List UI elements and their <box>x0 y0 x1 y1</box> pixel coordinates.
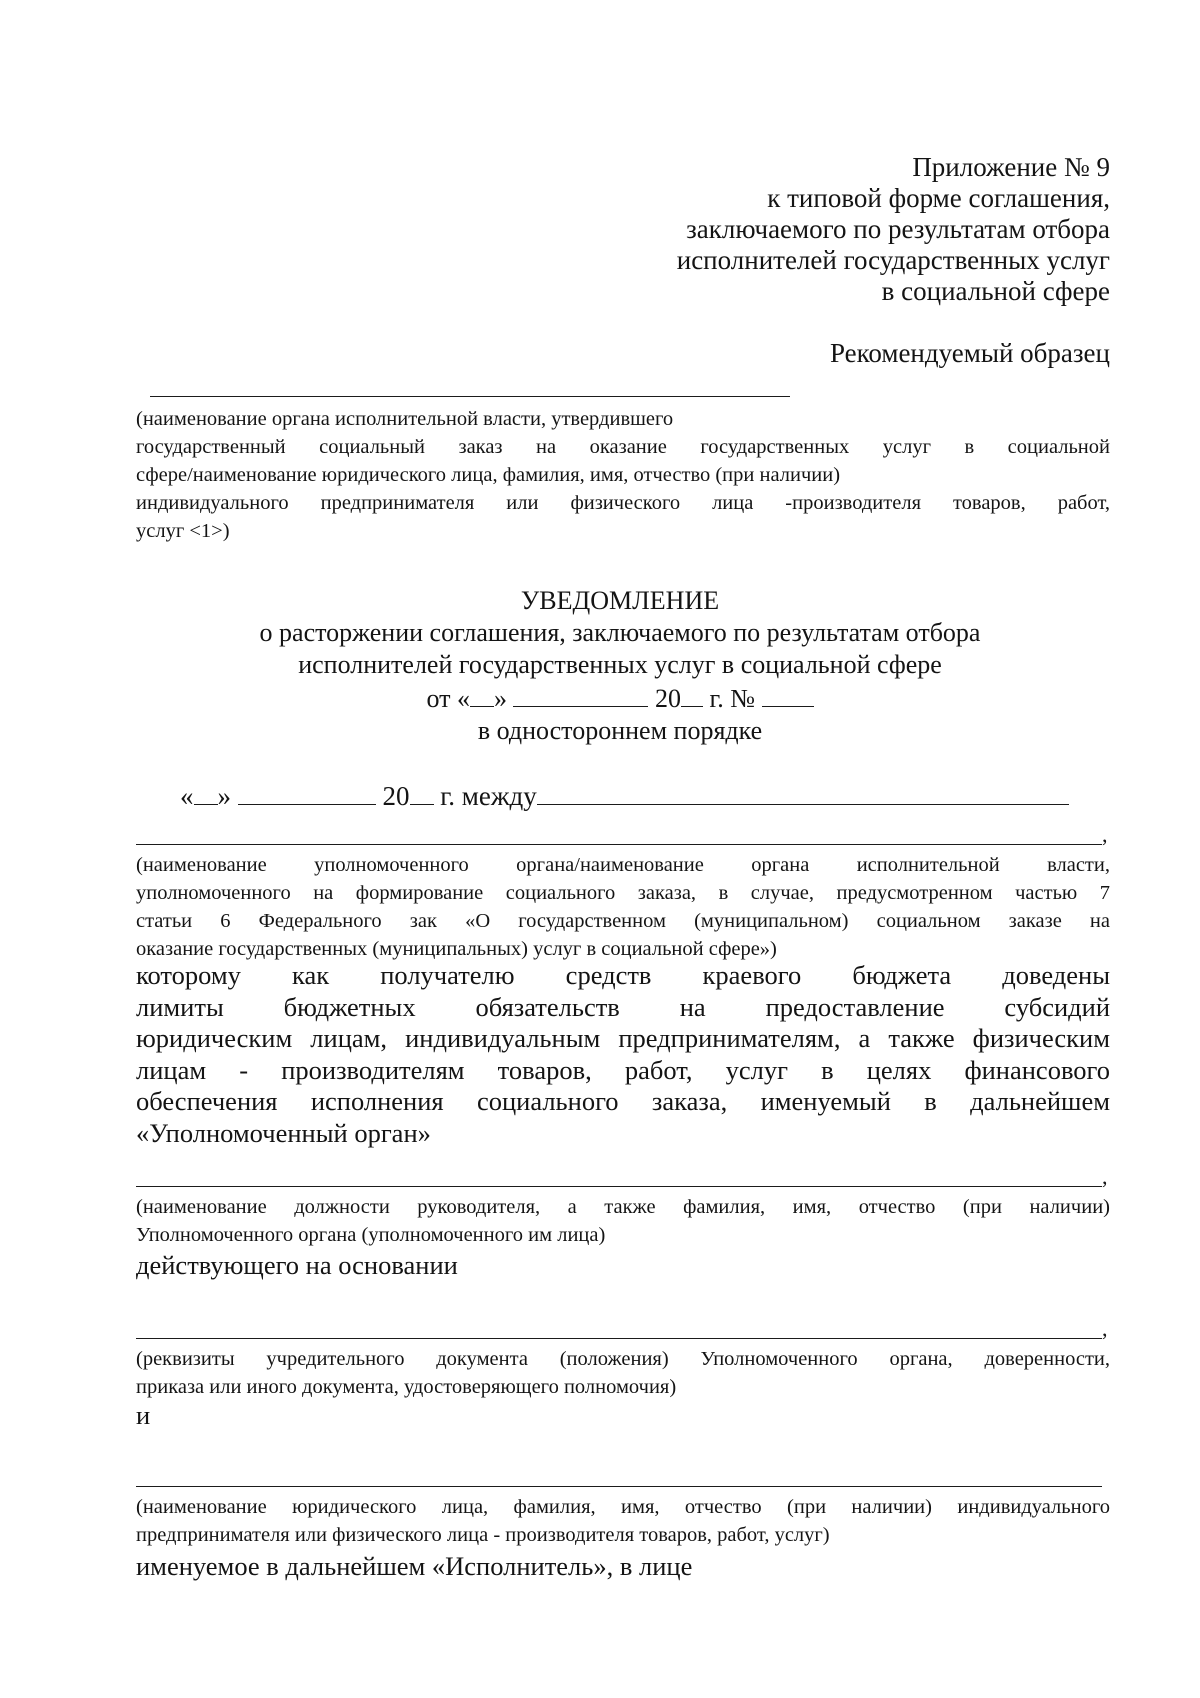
appendix-number: Приложение № 9 <box>912 152 1110 182</box>
authority-blank-line <box>136 844 1102 845</box>
addressee-caption-line: услуг <1>) <box>136 520 230 542</box>
appendix-line-concluded: заключаемого по результатам отбора <box>686 214 1110 244</box>
executor-caption-line: (наименование юридического лица, фамилия, имя, отчество (при наличии) индивидуального <box>136 1496 1110 1518</box>
title-line-executors: исполнителей государственных услуг в социальной сфере <box>298 650 942 679</box>
appendix-line-sphere: в социальной сфере <box>881 276 1110 306</box>
day-blank <box>194 782 218 805</box>
date-between-line <box>180 781 1069 812</box>
close-quote: » <box>217 781 231 811</box>
date-year: 20 <box>654 684 681 713</box>
and-text: и <box>136 1400 151 1430</box>
authority-text-line: которому как получателю средств краевого бюджета доведены <box>136 960 1110 990</box>
year-blank <box>681 684 703 707</box>
head-caption-line: (наименование должности руководителя, а также фамилия, имя, отчество (при наличии) <box>136 1196 1110 1218</box>
head-caption-line: Уполномоченного органа (уполномоченного им лица) <box>136 1224 606 1246</box>
authority-text-line: «Уполномоченный орган» <box>136 1117 431 1148</box>
basis-caption-line: (реквизиты учредительного документа (положения) Уполномоченного органа, доверенности, <box>136 1348 1110 1370</box>
head-comma: , <box>1102 1164 1108 1189</box>
executor-blank-line <box>136 1486 1102 1487</box>
head-blank-line <box>136 1186 1102 1187</box>
title-date-number-line <box>100 684 1140 714</box>
authority-caption-line: уполномоченного на формирование социального заказа, в случае, предусмотренном частью 7 <box>136 882 1110 904</box>
basis-comma: , <box>1102 1316 1108 1341</box>
document-title: УВЕДОМЛЕНИЕ <box>520 586 720 615</box>
basis-caption-line: приказа или иного документа, удостоверяющего полномочия) <box>136 1376 677 1398</box>
authority-caption-line: (наименование уполномоченного органа/наименование органа исполнительной власти, <box>136 854 1110 876</box>
party-blank <box>537 782 1069 805</box>
authority-text <box>136 960 1110 1149</box>
head-caption <box>136 1193 1110 1249</box>
date-quote-close: » <box>493 684 507 713</box>
addressee-caption-line: индивидуального предпринимателя или физического лица -производителя товаров, работ, <box>136 492 1110 514</box>
authority-caption <box>136 851 1110 963</box>
basis-caption <box>136 1345 1110 1401</box>
executor-text: именуемое в дальнейшем «Исполнитель», в лице <box>136 1551 693 1581</box>
executor-caption-line: предпринимателя или физического лица - производителя товаров, работ, услуг) <box>136 1524 830 1546</box>
year-prefix: 20 <box>382 781 410 811</box>
authority-caption-line: статьи 6 Федерального зак «О государственном (муниципальном) социальном заказе на <box>136 910 1110 932</box>
title-line-unilateral: в одностороннем порядке <box>477 716 763 745</box>
addressee-caption-line: (наименование органа исполнительной власти, утвердившего <box>136 408 674 430</box>
authority-comma: , <box>1102 822 1108 847</box>
open-quote: « <box>180 781 194 811</box>
number-blank <box>762 684 814 707</box>
authority-text-line: юридическим лицам, индивидуальным предпринимателям, а также физическим <box>136 1023 1110 1053</box>
authority-text-line: лицам - производителям товаров, работ, услуг в целях финансового <box>136 1054 1110 1085</box>
authority-caption-line: оказание государственных (муниципальных) услуг в социальной сфере») <box>136 938 777 960</box>
between-label: г. между <box>440 781 537 811</box>
sample-label: Рекомендуемый образец <box>829 338 1110 368</box>
executor-caption <box>136 1493 1110 1549</box>
appendix-line-executors: исполнителей государственных услуг <box>676 245 1110 275</box>
addressee-caption-line: государственный социальный заказ на оказание государственных услуг в социальной <box>136 436 1110 458</box>
addressee-caption-line: сфере/наименование юридического лица, фамилия, имя, отчество (при наличии) <box>136 464 841 486</box>
date-prefix: от « <box>426 684 470 713</box>
date-number-label: г. № <box>709 684 756 713</box>
year-blank <box>410 782 434 805</box>
day-blank <box>470 684 494 707</box>
addressee-caption <box>136 405 1110 545</box>
acting-text: действующего на основании <box>136 1250 458 1280</box>
addressee-blank-line <box>150 396 790 397</box>
month-blank <box>238 782 376 805</box>
authority-text-line: обеспечения исполнения социального заказа, именуемый в дальнейшем <box>136 1086 1110 1116</box>
appendix-line-form: к типовой форме соглашения, <box>767 183 1110 213</box>
basis-blank-line <box>136 1338 1102 1339</box>
authority-text-line: лимиты бюджетных обязательств на предоставление субсидий <box>136 991 1110 1022</box>
month-blank <box>513 684 648 707</box>
title-line-termination: о расторжении соглашения, заключаемого по результатам отбора <box>259 618 981 647</box>
